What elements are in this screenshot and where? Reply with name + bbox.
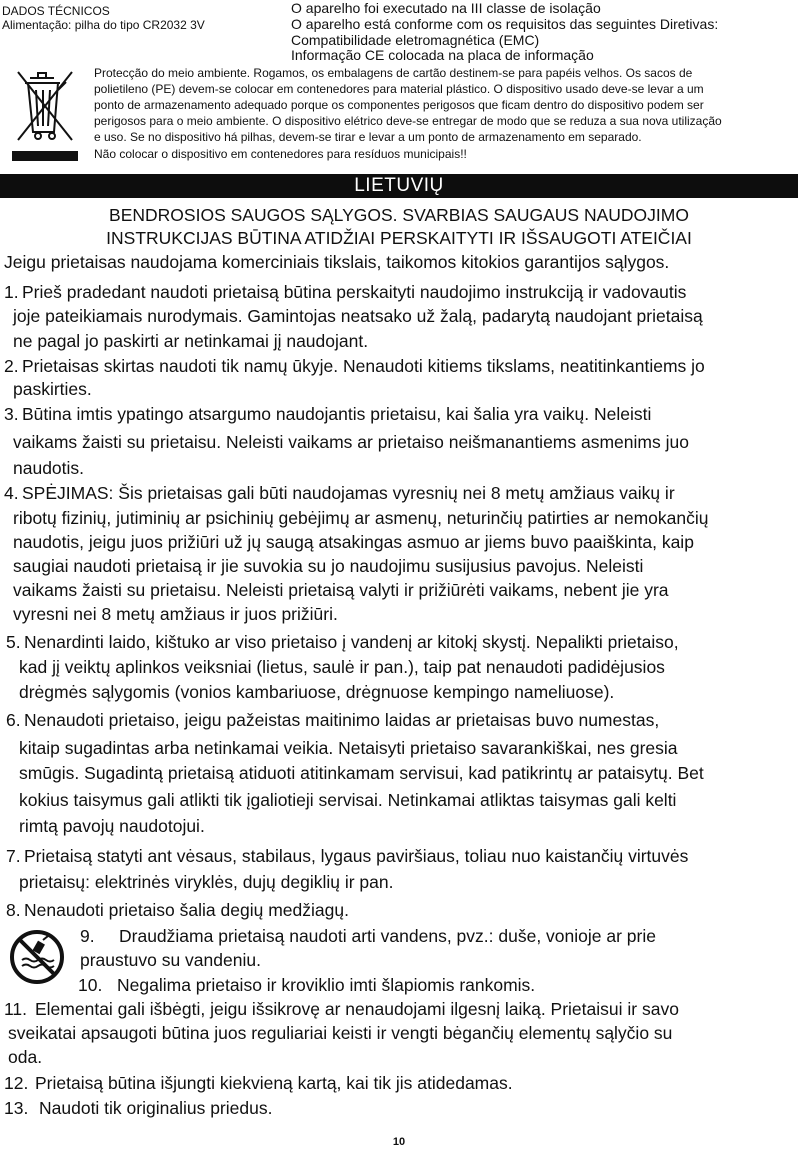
list-item-line: kokius taisymus gali atlikti tik įgaliotieji servisai. Netinkamai atliktas taisymas gali kelti: [19, 790, 677, 810]
list-item-line: Nenaudoti prietaiso šalia degių medžiagų.: [24, 900, 349, 920]
eco-notice-line: ponto de armazenamento adequado porque os componentes perigosos que ficam dentro do dispositivo podem ser: [94, 98, 704, 112]
list-item-line: smūgis. Sugadintą prietaisą atiduoti atitinkamam servisui, kad patikrintų ar pataisytų. Bet: [19, 763, 704, 783]
list-item-number: 2.: [4, 356, 19, 376]
list-item-number: 7.: [6, 846, 21, 866]
compliance-line: Informação CE colocada na placa de informação: [291, 47, 594, 63]
list-item-line: rimtą pavojų naudotojui.: [19, 816, 205, 836]
list-item-number: 10.: [78, 975, 103, 995]
list-item-line: kad jį veiktų aplinkos veiksniai (lietus, saulė ir pan.), taip pat nenaudoti padidėjusios: [19, 657, 665, 677]
eco-notice-line: Não colocar o dispositivo em contenedores para resíduos municipais!!: [94, 147, 467, 161]
list-item-line: vaikams žaisti su prietaisu. Neleisti vaikams ar prietaiso neišmanantiems asmenims juo: [13, 432, 689, 452]
list-item-line: Prietaisas skirtas naudoti tik namų ūkyje. Nenaudoti kitiems tikslams, neatitinkantiems jo: [22, 356, 705, 376]
compliance-line: Compatibilidade eletromagnética (EMC): [291, 32, 540, 48]
list-item-line: vyresni nei 8 metų amžiaus ir juos prižiūri.: [13, 604, 338, 624]
list-item-number: 6.: [6, 710, 21, 730]
safety-heading: BENDROSIOS SAUGOS SĄLYGOS. SVARBIAS SAUGAUS NAUDOJIMO: [109, 205, 689, 225]
list-item-line: joje pateikiamais nurodymais. Gamintojas neatsako už žalą, padarytą naudojant prietaisą: [13, 306, 703, 326]
list-item-number: 5.: [6, 632, 21, 652]
list-item-line: ribotų fizinių, jutiminių ar psichinių gebėjimų ar asmenų, neturinčių patirties ar nemokančių: [13, 508, 709, 528]
list-item-line: drėgmės sąlygomis (vonios kambariuose, drėgnuose kempingo nameliuose).: [19, 682, 615, 702]
list-item-number: 4.: [4, 483, 19, 503]
compliance-line: O aparelho está conforme com os requisitos das seguintes Diretivas:: [291, 16, 719, 32]
eco-notice-line: e uso. Se no dispositivo há pilhas, devem-se tirar e levar a um ponto de armazenamento em separado.: [94, 130, 642, 144]
list-item-line: Prieš pradedant naudoti prietaisą būtina perskaityti naudojimo instrukciją ir vadovautis: [22, 282, 687, 302]
weee-bin-icon: [12, 66, 78, 162]
list-item-line: kitaip sugadintas arba netinkamai veikia. Netaisyti prietaiso savarankiškai, nes gresia: [19, 738, 678, 758]
list-item-number: 9.: [80, 926, 95, 946]
no-bath-water-icon: [8, 928, 66, 986]
tech-power: Alimentação: pilha do tipo CR2032 3V: [2, 18, 205, 32]
compliance-line: O aparelho foi executado na III classe de isolação: [291, 0, 601, 16]
list-item-line: Nenaudoti prietaiso, jeigu pažeistas maitinimo laidas ar prietaisas buvo numestas,: [24, 710, 660, 730]
list-item-line: Prietaisą statyti ant vėsaus, stabilaus, lygaus paviršiaus, toliau nuo kaistančių virtuvės: [24, 846, 689, 866]
list-item-line: Negalima prietaiso ir kroviklio imti šlapiomis rankomis.: [117, 975, 536, 995]
list-item-line: Elementai gali išbėgti, jeigu išsikrovę ar nenaudojami ilgesnį laiką. Prietaisui ir savo: [35, 999, 679, 1019]
intro-text: Jeigu prietaisas naudojama komerciniais tikslais, taikomos kitokios garantijos sąlygos.: [4, 252, 670, 272]
list-item-number: 13.: [4, 1098, 29, 1118]
list-item-line: paskirties.: [13, 379, 92, 399]
list-item-line: prietaisų: elektrinės viryklės, dujų degiklių ir pan.: [19, 872, 394, 892]
list-item-line: saugiai naudoti prietaisą ir jie suvokia su jo naudojimu susijusius pavojus. Neleisti: [13, 556, 644, 576]
list-item-number: 8.: [6, 900, 21, 920]
eco-notice-line: Protecção do meio ambiente. Rogamos, os embalagens de cartão destinem-se para papéis velhos. Os sacos de: [94, 66, 693, 80]
eco-notice-line: polietileno (PE) devem-se colocar em contenedores para material plástico. O dispositivo usado deve-se levar a um: [94, 82, 704, 96]
tech-title: DADOS TÉCNICOS: [2, 4, 110, 18]
list-item-line: Naudoti tik originalius priedus.: [39, 1098, 273, 1118]
list-item-number: 1.: [4, 282, 19, 302]
list-item-number: 12.: [4, 1073, 29, 1093]
list-item-line: naudotis, jeigu juos prižiūri už jų saugą atsakingas asmuo ar jiems buvo paaiškinta, kaip: [13, 532, 694, 552]
list-item-line: sveikatai apsaugoti būtina juos reguliariai keisti ir vengti bėgančių elementų sąlyčio su: [8, 1023, 673, 1043]
list-item-number: 11.: [4, 999, 28, 1019]
list-item-line: Nenardinti laido, kištuko ar viso prietaiso į vandenį ar kitokį skystį. Nepalikti prietaiso,: [24, 632, 679, 652]
eco-notice-line: perigosos para o meio ambiente. O dispositivo elétrico deve-se entregar de modo que se reduza a sua nova utilização: [94, 114, 722, 128]
language-banner: LIETUVIŲ: [0, 174, 798, 198]
list-item-line: Būtina imtis ypatingo atsargumo naudojantis prietaisu, kai šalia yra vaikų. Neleisti: [22, 404, 652, 424]
list-item-line: ne pagal jo paskirti ar netinkamai jį naudojant.: [13, 331, 369, 351]
list-item-line: praustuvo su vandeniu.: [80, 950, 261, 970]
list-item-number: 3.: [4, 404, 19, 424]
page-number: 10: [392, 1136, 406, 1148]
list-item-line: SPĖJIMAS: Šis prietaisas gali būti naudojamas vyresnių nei 8 metų amžiaus vaikų ir: [22, 483, 675, 503]
safety-heading: INSTRUKCIJAS BŪTINA ATIDŽIAI PERSKAITYTI IR IŠSAUGOTI ATEIČIAI: [106, 228, 692, 248]
list-item-line: oda.: [8, 1047, 43, 1067]
list-item-line: Prietaisą būtina išjungti kiekvieną kartą, kai tik jis atidedamas.: [35, 1073, 513, 1093]
list-item-line: naudotis.: [13, 458, 85, 478]
list-item-line: Draudžiama prietaisą naudoti arti vandens, pvz.: duše, vonioje ar prie: [119, 926, 656, 946]
list-item-line: vaikams žaisti su prietaisu. Neleisti prietaisą valyti ir prižiūrėti vaikams, nebent jie yra: [13, 580, 669, 600]
